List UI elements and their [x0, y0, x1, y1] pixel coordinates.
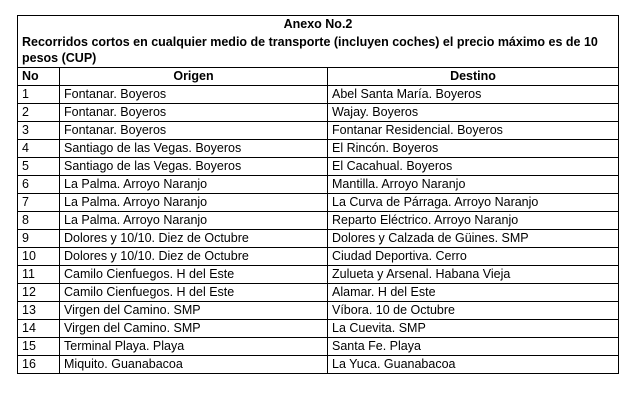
table-row: [18, 356, 619, 374]
table-row: [18, 86, 619, 104]
cell-no: 6: [18, 176, 60, 194]
title-row: [18, 16, 619, 34]
header-origen: Origen: [60, 68, 328, 86]
cell-no: 3: [18, 122, 60, 140]
cell-destino: Zulueta y Arsenal. Habana Vieja: [328, 266, 619, 284]
cell-destino: Víbora. 10 de Octubre: [328, 302, 619, 320]
cell-origen: Virgen del Camino. SMP: [60, 302, 328, 320]
cell-destino: Alamar. H del Este: [328, 284, 619, 302]
cell-origen: Santiago de las Vegas. Boyeros: [60, 140, 328, 158]
table-body: [18, 86, 619, 374]
table-row: [18, 248, 619, 266]
cell-no: 8: [18, 212, 60, 230]
table-row: [18, 302, 619, 320]
cell-no: 5: [18, 158, 60, 176]
cell-origen: Fontanar. Boyeros: [60, 86, 328, 104]
cell-destino: El Cacahual. Boyeros: [328, 158, 619, 176]
cell-origen: Camilo Cienfuegos. H del Este: [60, 266, 328, 284]
table-row: [18, 122, 619, 140]
table-row: [18, 266, 619, 284]
cell-destino: Dolores y Calzada de Güines. SMP: [328, 230, 619, 248]
cell-no: 16: [18, 356, 60, 374]
cell-origen: La Palma. Arroyo Naranjo: [60, 176, 328, 194]
cell-origen: Dolores y 10/10. Diez de Octubre: [60, 230, 328, 248]
header-row: [18, 68, 619, 86]
cell-destino: Santa Fe. Playa: [328, 338, 619, 356]
table-row: [18, 158, 619, 176]
table-row: [18, 284, 619, 302]
cell-origen: Fontanar. Boyeros: [60, 122, 328, 140]
table-row: [18, 320, 619, 338]
cell-no: 9: [18, 230, 60, 248]
cell-no: 12: [18, 284, 60, 302]
cell-destino: Fontanar Residencial. Boyeros: [328, 122, 619, 140]
table-row: [18, 104, 619, 122]
cell-no: 11: [18, 266, 60, 284]
cell-origen: Virgen del Camino. SMP: [60, 320, 328, 338]
cell-origen: Miquito. Guanabacoa: [60, 356, 328, 374]
annex-table: [17, 15, 619, 374]
cell-no: 4: [18, 140, 60, 158]
cell-destino: Ciudad Deportiva. Cerro: [328, 248, 619, 266]
cell-destino: La Yuca. Guanabacoa: [328, 356, 619, 374]
cell-no: 7: [18, 194, 60, 212]
cell-origen: Terminal Playa. Playa: [60, 338, 328, 356]
cell-no: 10: [18, 248, 60, 266]
cell-origen: La Palma. Arroyo Naranjo: [60, 212, 328, 230]
cell-no: 14: [18, 320, 60, 338]
cell-destino: El Rincón. Boyeros: [328, 140, 619, 158]
table-row: [18, 212, 619, 230]
cell-destino: La Curva de Párraga. Arroyo Naranjo: [328, 194, 619, 212]
table-row: [18, 230, 619, 248]
cell-no: 15: [18, 338, 60, 356]
annex-subtitle: Recorridos cortos en cualquier medio de transporte (incluyen coches) el precio máximo es de 10 pesos (CUP): [18, 33, 619, 68]
cell-destino: Abel Santa María. Boyeros: [328, 86, 619, 104]
table-row: [18, 194, 619, 212]
header-destino: Destino: [328, 68, 619, 86]
cell-origen: Camilo Cienfuegos. H del Este: [60, 284, 328, 302]
header-no: No: [18, 68, 60, 86]
cell-origen: La Palma. Arroyo Naranjo: [60, 194, 328, 212]
cell-origen: Fontanar. Boyeros: [60, 104, 328, 122]
cell-no: 13: [18, 302, 60, 320]
cell-origen: Dolores y 10/10. Diez de Octubre: [60, 248, 328, 266]
annex-title: Anexo No.2: [18, 16, 619, 34]
table-row: [18, 140, 619, 158]
cell-origen: Santiago de las Vegas. Boyeros: [60, 158, 328, 176]
cell-no: 1: [18, 86, 60, 104]
cell-destino: Mantilla. Arroyo Naranjo: [328, 176, 619, 194]
table-row: [18, 176, 619, 194]
cell-destino: Reparto Eléctrico. Arroyo Naranjo: [328, 212, 619, 230]
cell-destino: Wajay. Boyeros: [328, 104, 619, 122]
subtitle-row: [18, 33, 619, 68]
cell-no: 2: [18, 104, 60, 122]
cell-destino: La Cuevita. SMP: [328, 320, 619, 338]
table-row: [18, 338, 619, 356]
